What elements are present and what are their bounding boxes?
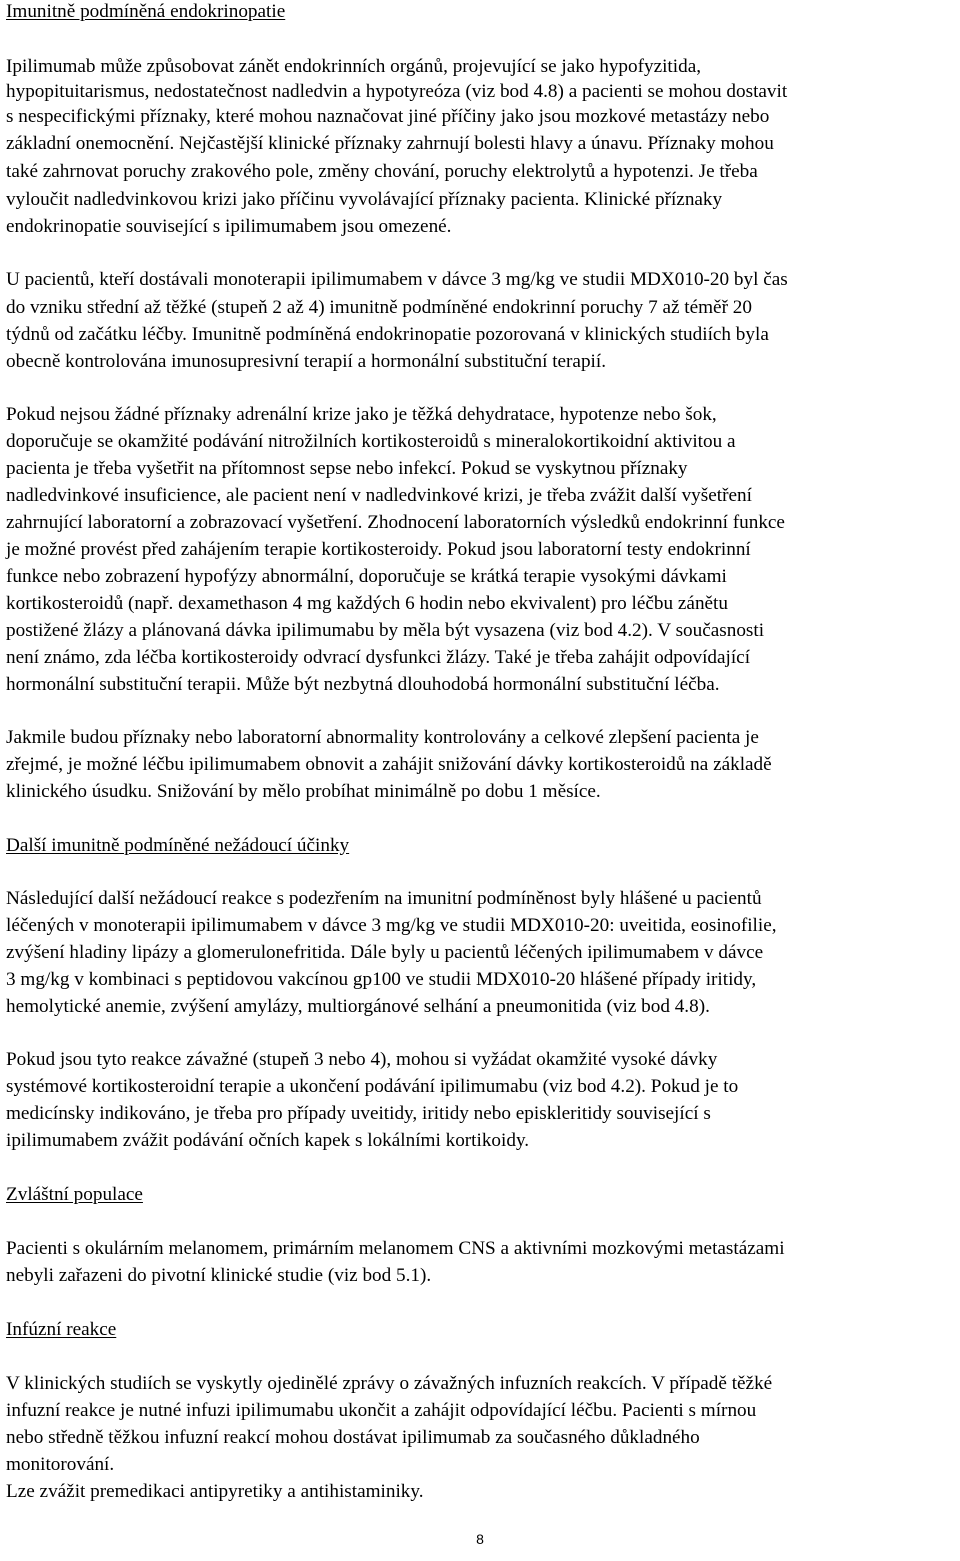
paragraph-line: U pacientů, kteří dostávali monoterapii ipilimumabem v dávce 3 mg/kg ve studii MDX010-20 byl čas <box>6 269 788 290</box>
paragraph-line: 3 mg/kg v kombinaci s peptidovou vakcínou gp100 ve studii MDX010-20 hlášené případy iritidy, <box>6 969 757 990</box>
section-heading-special-populations: Zvláštní populace <box>6 1184 143 1205</box>
paragraph-line: kortikosteroidů (např. dexamethason 4 mg každých 6 hodin nebo ekvivalent) pro léčbu zánětu <box>6 593 728 614</box>
paragraph-line: Pokud nejsou žádné příznaky adrenální krize jako je těžká dehydratace, hypotenze nebo šok, <box>6 404 717 425</box>
paragraph-line: Jakmile budou příznaky nebo laboratorní abnormality kontrolovány a celkové zlepšení pacienta je <box>6 727 759 748</box>
paragraph-line: hemolytické anemie, zvýšení amylázy, multiorgánové selhání a pneumonitida (viz bod 4.8). <box>6 996 710 1017</box>
paragraph-line: Pacienti s okulárním melanomem, primárním melanomem CNS a aktivními mozkovými metastázami <box>6 1238 785 1259</box>
paragraph-line: klinického úsudku. Snižování by mělo probíhat minimálně po dobu 1 měsíce. <box>6 781 601 802</box>
paragraph-line: zahrnující laboratorní a zobrazovací vyšetření. Zhodnocení laboratorních výsledků endokrinní funkce <box>6 512 785 533</box>
paragraph-line: systémové kortikosteroidní terapie a ukončení podávání ipilimumabu (viz bod 4.2). Pokud je to <box>6 1076 739 1097</box>
paragraph-line: Následující další nežádoucí reakce s podezřením na imunitní podmíněnost byly hlášené u pacientů <box>6 888 762 909</box>
paragraph-line: obecně kontrolována imunosupresivní terapií a hormonální substituční terapií. <box>6 351 607 372</box>
paragraph-line: medicínsky indikováno, je třeba pro případy uveitidy, iritidy nebo episkleritidy související s <box>6 1103 711 1124</box>
paragraph-line: Lze zvážit premedikaci antipyretiky a antihistaminiky. <box>6 1481 424 1502</box>
paragraph-line: týdnů od začátku léčby. Imunitně podmíněná endokrinopatie pozorovaná v klinických studiích byla <box>6 324 769 345</box>
paragraph-line: není známo, zda léčba kortikosteroidy odvrací dysfunkci žlázy. Také je třeba zahájit odpovídající <box>6 647 751 668</box>
paragraph-line: Pokud jsou tyto reakce závažné (stupeň 3 nebo 4), mohou si vyžádat okamžité vysoké dávky <box>6 1049 718 1070</box>
paragraph-line: endokrinopatie související s ipilimumabem jsou omezené. <box>6 216 452 237</box>
paragraph-line: hormonální substituční terapii. Může být nezbytná dlouhodobá hormonální substituční léčba. <box>6 674 720 695</box>
paragraph-line: léčených v monoterapii ipilimumabem v dávce 3 mg/kg ve studii MDX010-20: uveitida, eosinofilie, <box>6 915 777 936</box>
paragraph-line: také zahrnovat poruchy zrakového pole, změny chování, poruchy elektrolytů a hypotenzi. Je třeba <box>6 161 758 182</box>
paragraph-line: zřejmé, je možné léčbu ipilimumabem obnovit a zahájit snižování dávky kortikosteroidů na základě <box>6 754 772 775</box>
paragraph-line: nadledvinkové insuficience, ale pacient není v nadledvinkové krizi, je třeba zvážit další vyšetření <box>6 485 752 506</box>
paragraph-line: nebo středně těžkou infuzní reakcí mohou dostávat ipilimumab za současného důkladného <box>6 1427 700 1448</box>
paragraph-line: do vzniku střední až těžké (stupeň 2 až 4) imunitně podmíněné endokrinní poruchy 7 až téměř 20 <box>6 297 752 318</box>
section-heading-endocrinopathy: Imunitně podmíněná endokrinopatie <box>6 1 286 22</box>
paragraph-line: je možné provést před zahájením terapie kortikosteroidy. Pokud jsou laboratorní testy endokrinní <box>6 539 751 560</box>
paragraph-line: pacienta je třeba vyšetřit na přítomnost sepse nebo infekcí. Pokud se vyskytnou příznaky <box>6 458 688 479</box>
paragraph-line: s nespecifickými příznaky, které mohou naznačovat jiné příčiny jako jsou mozkové metastázy nebo <box>6 106 770 127</box>
page-number: 8 <box>476 1531 484 1547</box>
paragraph-line: Ipilimumab může způsobovat zánět endokrinních orgánů, projevující se jako hypofyzitida, <box>6 56 702 77</box>
paragraph-line: funkce nebo zobrazení hypofýzy abnormální, doporučuje se krátká terapie vysokými dávkami <box>6 566 727 587</box>
paragraph-line: monitorování. <box>6 1454 115 1475</box>
section-heading-other-immune: Další imunitně podmíněné nežádoucí účinky <box>6 835 350 856</box>
paragraph-line: nebyli zařazeni do pivotní klinické studie (viz bod 5.1). <box>6 1265 432 1286</box>
paragraph-line: základní onemocnění. Nejčastější klinické příznaky zahrnují bolesti hlavy a únavu. Příznaky mohou <box>6 133 774 154</box>
paragraph-line: hypopituitarismus, nedostatečnost nadledvin a hypotyreóza (viz bod 4.8) a pacienti se mohou dostavit <box>6 81 788 102</box>
paragraph-line: infuzní reakce je nutné infuzi ipilimumabu ukončit a zahájit odpovídající léčbu. Pacienti s mírnou <box>6 1400 757 1421</box>
paragraph-line: postižené žlázy a plánovaná dávka ipilimumabu by měla být vysazena (viz bod 4.2). V současnosti <box>6 620 765 641</box>
paragraph-line: V klinických studiích se vyskytly ojedinělé zprávy o závažných infuzních reakcích. V případě těžké <box>6 1373 773 1394</box>
section-heading-infusion-reactions: Infúzní reakce <box>6 1319 117 1340</box>
paragraph-line: ipilimumabem zvážit podávání očních kapek s lokálními kortikoidy. <box>6 1130 530 1151</box>
paragraph-line: vyloučit nadledvinkovou krizi jako příčinu vyvolávající příznaky pacienta. Klinické příznaky <box>6 189 723 210</box>
paragraph-line: zvýšení hladiny lipázy a glomerulonefritida. Dále byly u pacientů léčených ipilimumabem v dávce <box>6 942 764 963</box>
paragraph-line: doporučuje se okamžité podávání nitrožilních kortikosteroidů s mineralokortikoidní aktivitou a <box>6 431 736 452</box>
